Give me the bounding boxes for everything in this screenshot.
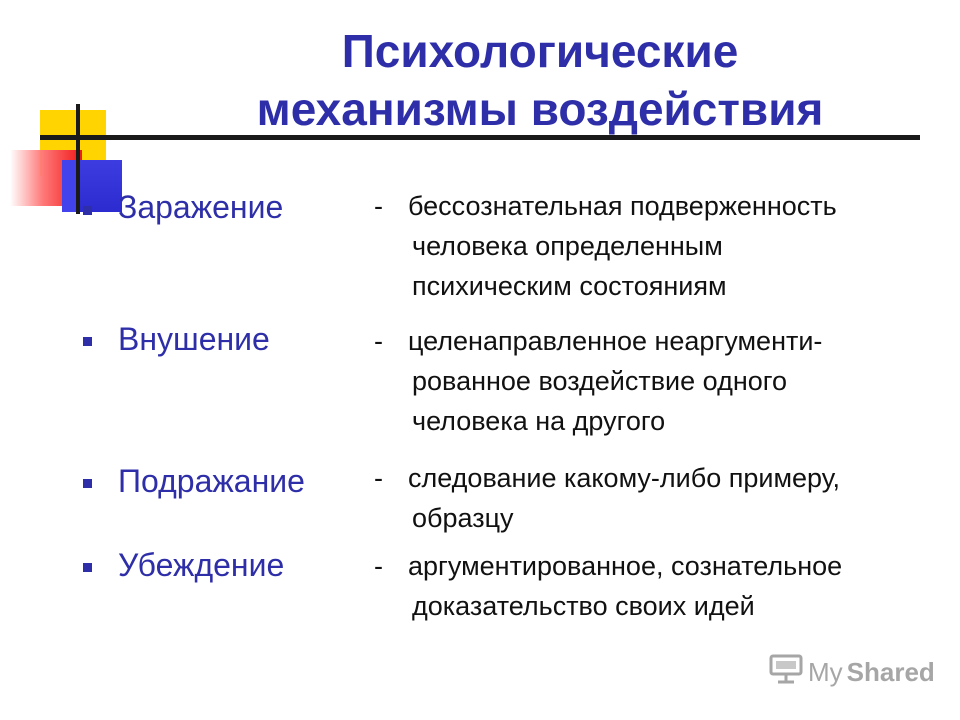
bullet-square-icon: [83, 206, 92, 215]
definition-line: человека на другого: [412, 406, 666, 436]
definition-line: следование какому-либо примеру,: [408, 463, 841, 493]
definition-text: [374, 546, 842, 626]
definition-dash: -: [374, 551, 383, 581]
definition-line: человека определенным: [412, 231, 723, 261]
term-label: Подражание: [118, 463, 305, 499]
decoration-vertical-line: [76, 104, 80, 214]
definition-line: психическим состояниям: [412, 271, 727, 301]
bullet-square-icon: [83, 563, 92, 572]
presentation-board-icon: [768, 654, 804, 691]
definition-line: аргументированное, сознательное: [408, 551, 843, 581]
definition-text: [374, 458, 840, 538]
definition-line: целенаправленное неаргументи-: [408, 326, 823, 356]
definition-line: бессознательная подверженность: [408, 191, 837, 221]
bullet-square-icon: [83, 337, 92, 346]
slide-title-line-2: механизмы воздействия: [256, 83, 824, 135]
definition-line: доказательство своих идей: [412, 591, 755, 621]
slide-title-line-1: Психологические: [341, 25, 739, 77]
definition-line: образцу: [412, 503, 514, 533]
definition-dash: -: [374, 463, 383, 493]
bullet-square-icon: [83, 479, 92, 488]
watermark-brand-my: My: [808, 656, 843, 687]
definition-dash: -: [374, 191, 383, 221]
slide-title: [140, 22, 940, 138]
definition-line: рованное воздействие одного: [412, 366, 788, 396]
term-label: Убеждение: [118, 547, 285, 583]
definition-text: [374, 321, 822, 441]
watermark-logo: [768, 656, 935, 688]
term-label: Внушение: [118, 321, 270, 357]
definition-text: [374, 186, 837, 306]
term-label: Заражение: [118, 189, 284, 225]
definition-dash: -: [374, 326, 383, 356]
watermark-brand-shared: Shared: [846, 656, 935, 687]
